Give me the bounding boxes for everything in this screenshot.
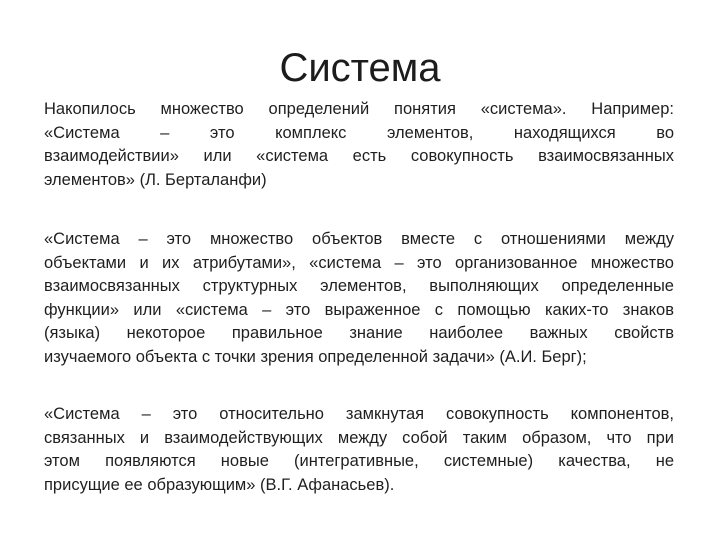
paragraph-berg-definition [44,228,674,369]
paragraph-line: этом появляются новые (интегративные, системные) качества, не [44,452,674,470]
paragraph-line: присущие ее образующим» (В.Г. Афанасьев). [44,475,395,494]
paragraph-line: объектами и их атрибутами», «система – это организованное множество [44,253,674,272]
paragraph-line: взаимосвязанных структурных элементов, выполняющих определенные [44,277,674,295]
paragraph-line: функции» или «система – это выраженное с помощью каких-то знаков [44,300,674,319]
paragraph-line: «Система – это комплекс элементов, находящихся во [44,123,674,142]
paragraph-afanasiev-definition [44,403,674,497]
slide-title: Система [279,46,441,90]
paragraph-line: «Система – это относительно замкнутая совокупность компонентов, [44,405,674,423]
paragraph-definitions-intro [44,98,674,192]
paragraph-line: изучаемого объекта с точки зрения определенной задачи» (А.И. Берг); [44,347,587,366]
paragraph-line: связанных и взаимодействующих между собой таким образом, что при [44,428,674,447]
paragraph-line: элементов» (Л. Берталанфи) [44,170,267,189]
paragraph-line: Накопилось множество определений понятия «система». Например: [44,100,674,118]
paragraph-line: (языка) некоторое правильное знание наиболее важных свойств [44,324,674,342]
paragraph-line: «Система – это множество объектов вместе с отношениями между [44,230,674,248]
paragraph-line: взаимодействии» или «система есть совокупность взаимосвязанных [44,147,674,165]
